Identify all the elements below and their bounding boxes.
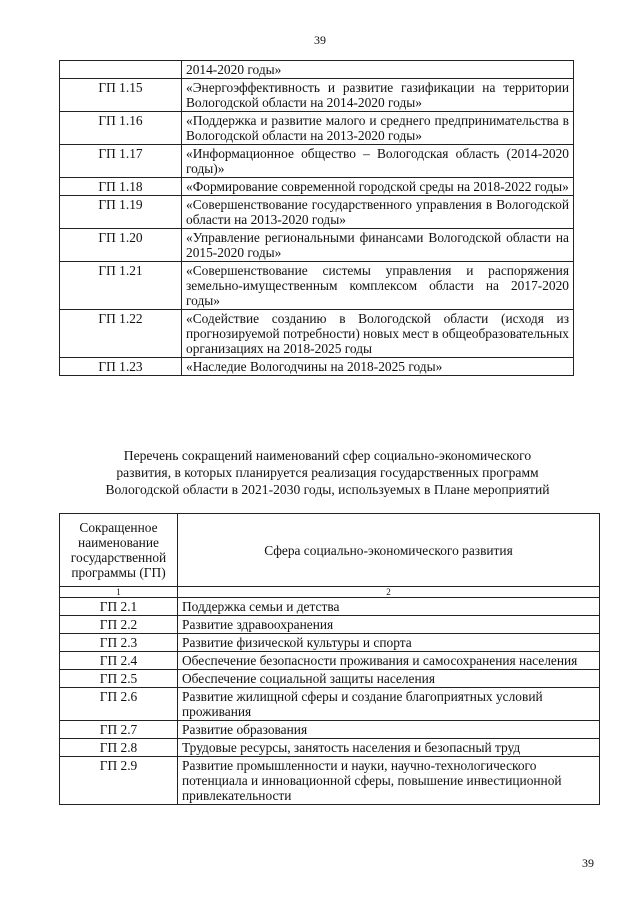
program-name: «Информационное общество – Вологодская область (2014-2020 годы)» [182,145,574,178]
heading-line: развития, в которых планируется реализация государственных программ [116,465,539,480]
program-code: ГП 2.7 [60,721,178,739]
sphere-name: Развитие жилищной сферы и создание благоприятных условий проживания [178,688,600,721]
table-row [60,358,574,376]
program-code: ГП 2.6 [60,688,178,721]
page-number-bottom: 39 [582,856,594,870]
program-name: «Формирование современной городской среды на 2018-2022 годы» [182,178,574,196]
table-row [60,634,600,652]
program-code: ГП 1.17 [60,145,182,178]
table-row [60,262,574,310]
program-code: ГП 1.16 [60,112,182,145]
page-number-top: 39 [314,33,326,47]
section-heading [60,447,595,498]
spheres-table [59,513,600,805]
programs-table-continued [59,60,574,376]
table-row [60,670,600,688]
table-row [60,61,574,79]
table-row [60,79,574,112]
heading-line: Перечень сокращений наименований сфер социально-экономического [123,448,532,463]
program-code: ГП 2.8 [60,739,178,757]
sphere-name: Развитие образования [178,721,600,739]
sphere-name: Развитие здравоохранения [178,616,600,634]
program-code: ГП 2.2 [60,616,178,634]
table-row [60,757,600,805]
table-row [60,196,574,229]
program-name: 2014-2020 годы» [182,61,574,79]
program-code: ГП 2.4 [60,652,178,670]
program-code: ГП 2.9 [60,757,178,805]
program-code: ГП 1.19 [60,196,182,229]
column-number-1: 1 [60,587,178,598]
sphere-name: Трудовые ресурсы, занятость населения и безопасный труд [178,739,600,757]
program-name: «Энергоэффективность и развитие газификации на территории Вологодской области на 2014-2020 годы» [182,79,574,112]
table-row [60,688,600,721]
table-row [60,310,574,358]
sphere-name: Обеспечение безопасности проживания и самосохранения населения [178,652,600,670]
program-code: ГП 2.5 [60,670,178,688]
program-code: ГП 1.23 [60,358,182,376]
sphere-name: Развитие физической культуры и спорта [178,634,600,652]
program-name: «Совершенствование государственного управления в Вологодской области на 2013-2020 годы» [182,196,574,229]
sphere-name: Поддержка семьи и детства [178,598,600,616]
program-name: «Наследие Вологодчины на 2018-2025 годы» [182,358,574,376]
table-row [60,145,574,178]
program-code [60,61,182,79]
sphere-name: Развитие промышленности и науки, научно-технологического потенциала и инновационной сферы, повышение инвестиционной привлекательности [178,757,600,805]
table-row [60,652,600,670]
program-name: «Совершенствование системы управления и распоряжения земельно-имущественным комплексом области на 2017-2020 годы» [182,262,574,310]
table-row [60,616,600,634]
table-row [60,229,574,262]
program-code: ГП 1.22 [60,310,182,358]
table-row [60,112,574,145]
table-row [60,598,600,616]
program-code: ГП 1.18 [60,178,182,196]
header-code-column: Сокращенное наименование государственной программы (ГП) [60,514,178,587]
program-name: «Управление региональными финансами Вологодской области на 2015-2020 годы» [182,229,574,262]
sphere-name: Обеспечение социальной защиты населения [178,670,600,688]
table-header-row [60,514,600,587]
program-code: ГП 1.21 [60,262,182,310]
column-number-row [60,587,600,598]
program-name: «Содействие созданию в Вологодской области (исходя из прогнозируемой потребности) новых мест в общеобразовательных организациях на 2018-2025 годы [182,310,574,358]
table-row [60,739,600,757]
header-sphere-column: Сфера социально-экономического развития [178,514,600,587]
table-row [60,178,574,196]
program-code: ГП 1.20 [60,229,182,262]
program-code: ГП 2.3 [60,634,178,652]
column-number-2: 2 [178,587,600,598]
table-row [60,721,600,739]
heading-line: Вологодской области в 2021-2030 годы, используемых в Плане мероприятий [105,482,550,497]
program-code: ГП 2.1 [60,598,178,616]
program-name: «Поддержка и развитие малого и среднего предпринимательства в Вологодской области на 2013-2020 годы» [182,112,574,145]
program-code: ГП 1.15 [60,79,182,112]
